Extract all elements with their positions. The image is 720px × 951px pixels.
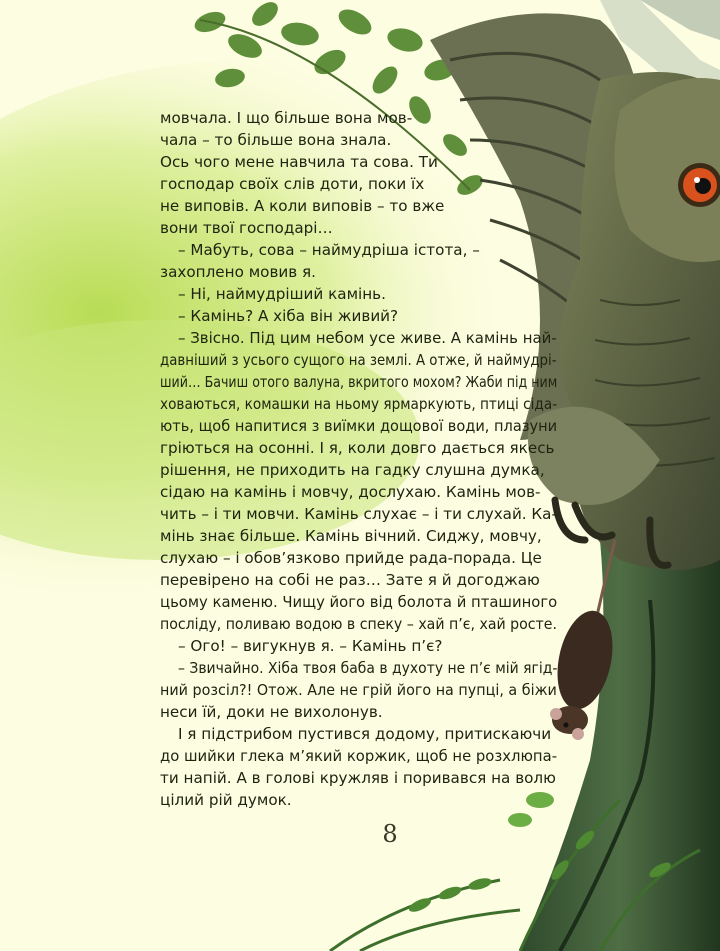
story-line: чала – то більше вона знала. xyxy=(160,131,392,149)
story-line: посліду, поливаю водою в спеку – хай п’є, хай росте. xyxy=(160,615,557,633)
story-line: – Звичайно. Хіба твоя баба в духоту не п’є мій ягід- xyxy=(178,659,558,677)
story-line: ний розсіл?! Отож. Але не грій його на пупці, а біжи xyxy=(160,681,557,699)
story-line: перевірено на собі не раз… Зате я й догоджаю xyxy=(160,571,540,589)
story-line: – Ого! – вигукнув я. – Камінь п’є? xyxy=(178,637,443,655)
story-line: слухаю – і обов’язково прийде рада-порада. Це xyxy=(160,549,542,567)
story-line: чить – і ти мовчи. Камінь слухає – і ти слухай. Ка- xyxy=(160,505,557,523)
story-line: цілий рій думок. xyxy=(160,791,292,809)
story-line: ти напій. А в голові кружляв і поривався на волю xyxy=(160,769,556,787)
story-line: не виповів. А коли виповів – то вже xyxy=(160,197,445,215)
story-line: мовчала. І що більше вона мов- xyxy=(160,109,413,127)
story-line: сідаю на камінь і мовчу, дослухаю. Камінь мов- xyxy=(160,483,541,501)
story-line: І я підстрибом пустився додому, притискаючи xyxy=(178,725,552,743)
story-line: – Камінь? А хіба він живий? xyxy=(178,307,399,325)
story-line: – Мабуть, сова – наймудріша істота, – xyxy=(178,241,480,259)
story-line: до шийки глека м’який коржик, щоб не розхлюпа- xyxy=(160,747,558,765)
story-line: гріються на осонні. І я, коли довго дається якесь xyxy=(160,439,555,457)
story-line: мінь знає більше. Камінь вічний. Сиджу, мовчу, xyxy=(160,527,542,545)
story-line: рішення, не приходить на гадку слушна думка, xyxy=(160,461,545,479)
story-line: захоплено мовив я. xyxy=(160,263,317,281)
story-line: вони твої господарі… xyxy=(160,219,333,237)
page-number: 8 xyxy=(382,820,398,848)
story-line: – Звісно. Під цим небом усе живе. А камінь най- xyxy=(178,329,557,347)
story-line: господар своїх слів доти, поки їх xyxy=(160,175,425,193)
story-line: ховаються, комашки на ньому ярмаркують, птиці сіда- xyxy=(160,395,558,413)
story-line: ють, щоб напитися з виїмки дощової води, плазуни xyxy=(160,417,558,435)
story-line: ший… Бачиш отого валуна, вкритого мохом? Жаби під ним xyxy=(160,373,558,391)
story-line: цьому каменю. Чищу його від болота й пташиного xyxy=(160,593,558,611)
story-line: давніший з усього сущого на землі. А отже, й наймудрі- xyxy=(160,351,557,369)
story-line: – Ні, наймудріший камінь. xyxy=(178,285,386,303)
story-line: неси їй, доки не вихолонув. xyxy=(160,703,383,721)
story-line: Ось чого мене навчила та сова. Ти xyxy=(160,153,438,171)
